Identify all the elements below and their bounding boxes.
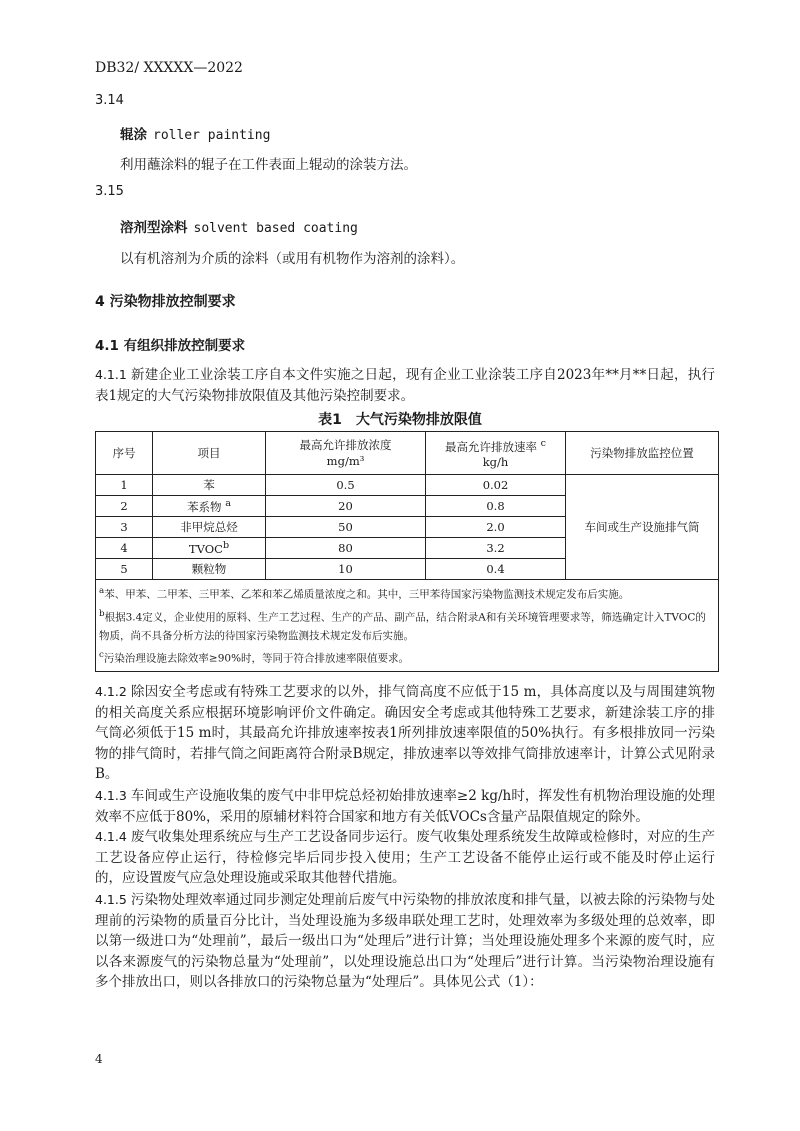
cell-item: 非甲烷总烃 [153, 517, 266, 538]
paragraph-text: 废气收集处理系统应与生产工艺设备同步运行。废气收集处理系统发生故障或检修时，对应的生产工艺设备应停止运行，待检修完毕后同步投入使用；生产工艺设备不能停止运行或不能及时停止运行的，应设置废气应急处理设施或采取其他替代措施。 [95, 829, 715, 886]
cell-seq: 2 [96, 496, 153, 517]
footnote-marker: b [222, 540, 230, 552]
term-cn: 辊涂 [120, 127, 147, 143]
footnote-marker: b [99, 608, 105, 619]
cell-seq: 3 [96, 517, 153, 538]
header-location: 污染物排放监控位置 [566, 432, 719, 475]
page-number: 4 [95, 1052, 103, 1066]
table-label: 表1 [318, 412, 342, 428]
paragraph-4-1-3 [95, 786, 715, 827]
term-cn: 溶剂型涂料 [120, 220, 188, 236]
document-code-header: DB32/ XXXXX—2022 [95, 60, 243, 76]
cell-monitoring-location: 车间或生产设施排气筒 [566, 475, 719, 580]
paragraph-text: 除因安全考虑或有特殊工艺要求的以外，排气筒高度不应低于15 m，具体高度以及与周围建筑物的相关高度关系应根据环境影响评价文件确定。确因安全考虑或其他特殊工艺要求，新建涂装工序的排气筒必须低于15 m时，其最高允许排放速率按表1所列排放速率限值的50%执行。有多根排放同一污染物的排气筒时，若排气筒之间距离符合附录B规定，排放速率以等效排气筒排放速率计，计算公式见附录B。 [95, 684, 715, 782]
term-definition: 以有机溶剂为介质的涂料（或用有机物作为溶剂的涂料）。 [120, 251, 465, 267]
paragraph-4-1-2 [95, 682, 715, 785]
term-en: roller painting [153, 128, 271, 143]
emission-limits-table [95, 431, 719, 672]
footnote-marker: c [540, 437, 547, 449]
header-concentration-unit: mg/m³ [326, 454, 365, 468]
table-title: 大气污染物排放限值 [355, 412, 482, 428]
cell-rate: 0.8 [426, 496, 566, 517]
header-concentration [266, 432, 426, 475]
cell-seq: 4 [96, 538, 153, 559]
note-text: 根据3.4定义，企业使用的原料、生产工艺过程、生产的产品、副产品，结合附录A和有关环境管理要求等，筛选确定计入TVOC的物质，尚不具备分析方法的待国家污染物监测技术规定发布后实施。 [99, 611, 706, 642]
header-rate [426, 432, 566, 475]
cell-concentration: 50 [266, 517, 426, 538]
section-heading: 4 污染物排放控制要求 [95, 294, 236, 310]
header-item: 项目 [153, 432, 266, 475]
table-row [96, 475, 719, 496]
cell-rate: 0.4 [426, 559, 566, 580]
header-rate-unit: kg/h [482, 455, 509, 470]
table-note [99, 646, 715, 669]
cell-seq: 5 [96, 559, 153, 580]
cell-concentration: 80 [266, 538, 426, 559]
term-en: solvent based coating [193, 221, 358, 236]
paragraph-4-1-1 [95, 365, 715, 406]
paragraph-text: 车间或生产设施收集的废气中非甲烷总烃初始排放速率≥2 kg/h时，挥发性有机物治理设施的处理效率不应低于80%，采用的原辅材料符合国家和地方有关低VOCs含量产品限值规定的除外。 [95, 788, 715, 825]
cell-item: 颗粒物 [153, 559, 266, 580]
table-caption [0, 409, 800, 429]
header-rate-label-line [426, 436, 565, 455]
item-name: 苯系物 [187, 499, 222, 514]
clause-number: 4.1.2 [95, 684, 127, 699]
header-concentration-label: 最高允许排放浓度 [299, 438, 392, 452]
cell-rate: 0.02 [426, 475, 566, 496]
cell-seq: 1 [96, 475, 153, 496]
term-entry [120, 216, 358, 236]
term-entry [120, 123, 270, 143]
note-text: 污染治理设施去除效率≥90%时，等同于符合排放速率限值要求。 [103, 652, 410, 665]
cell-item: 苯 [153, 475, 266, 496]
header-seq: 序号 [96, 432, 153, 475]
table-notes [96, 580, 719, 672]
table-note [99, 605, 715, 647]
subsection-heading: 4.1 有组织排放控制要求 [95, 338, 246, 354]
paragraph-4-1-4 [95, 827, 715, 889]
clause-number: 4.1.5 [95, 892, 127, 907]
table-notes-row [96, 580, 719, 672]
item-name: TVOC [188, 541, 223, 556]
table-header-row [96, 432, 719, 475]
clause-number: 4.1.1 [95, 367, 127, 382]
table-note [99, 582, 715, 605]
footnote-marker: a [225, 497, 231, 509]
clause-number: 3.14 [95, 93, 124, 108]
paragraph-4-1-5 [95, 890, 715, 993]
cell-concentration: 20 [266, 496, 426, 517]
paragraph-text: 新建企业工业涂装工序自本文件实施之日起，现有企业工业涂装工序自2023年**月**日起，执行表1规定的大气污染物排放限值及其他污染控制要求。 [95, 367, 715, 404]
cell-rate: 2.0 [426, 517, 566, 538]
clause-number: 3.15 [95, 184, 124, 199]
clause-number: 4.1.3 [95, 788, 127, 803]
paragraph-text: 污染物处理效率通过同步测定处理前后废气中污染物的排放浓度和排气量，以被去除的污染物与处理前的污染物的质量百分比计，当处理设施为多级串联处理工艺时，处理效率为多级处理的总效率，即以第一级进口为“处理前”，最后一级出口为“处理后”进行计算；当处理设施处理多个来源的废气时，应以各来源废气的污染物总量为“处理前”，以处理设施总出口为“处理后”进行计算。当污染物治理设施有多个排放出口，则以各排放口的污染物总量为“处理后”。具体见公式（1）： [95, 892, 715, 990]
footnote-marker: c [99, 650, 104, 660]
cell-rate: 3.2 [426, 538, 566, 559]
cell-item [153, 538, 266, 559]
header-rate-label: 最高允许排放速率 [444, 439, 537, 454]
clause-number: 4.1.4 [95, 829, 127, 844]
note-text: 苯、甲苯、二甲苯、三甲苯、乙苯和苯乙烯质量浓度之和。其中，三甲苯待国家污染物监测技术规定发布后实施。 [104, 588, 630, 601]
cell-concentration: 10 [266, 559, 426, 580]
cell-concentration: 0.5 [266, 475, 426, 496]
cell-item [153, 496, 266, 517]
footnote-marker: a [99, 586, 105, 596]
term-definition: 利用蘸涂料的辊子在工件表面上辊动的涂装方法。 [120, 157, 417, 173]
